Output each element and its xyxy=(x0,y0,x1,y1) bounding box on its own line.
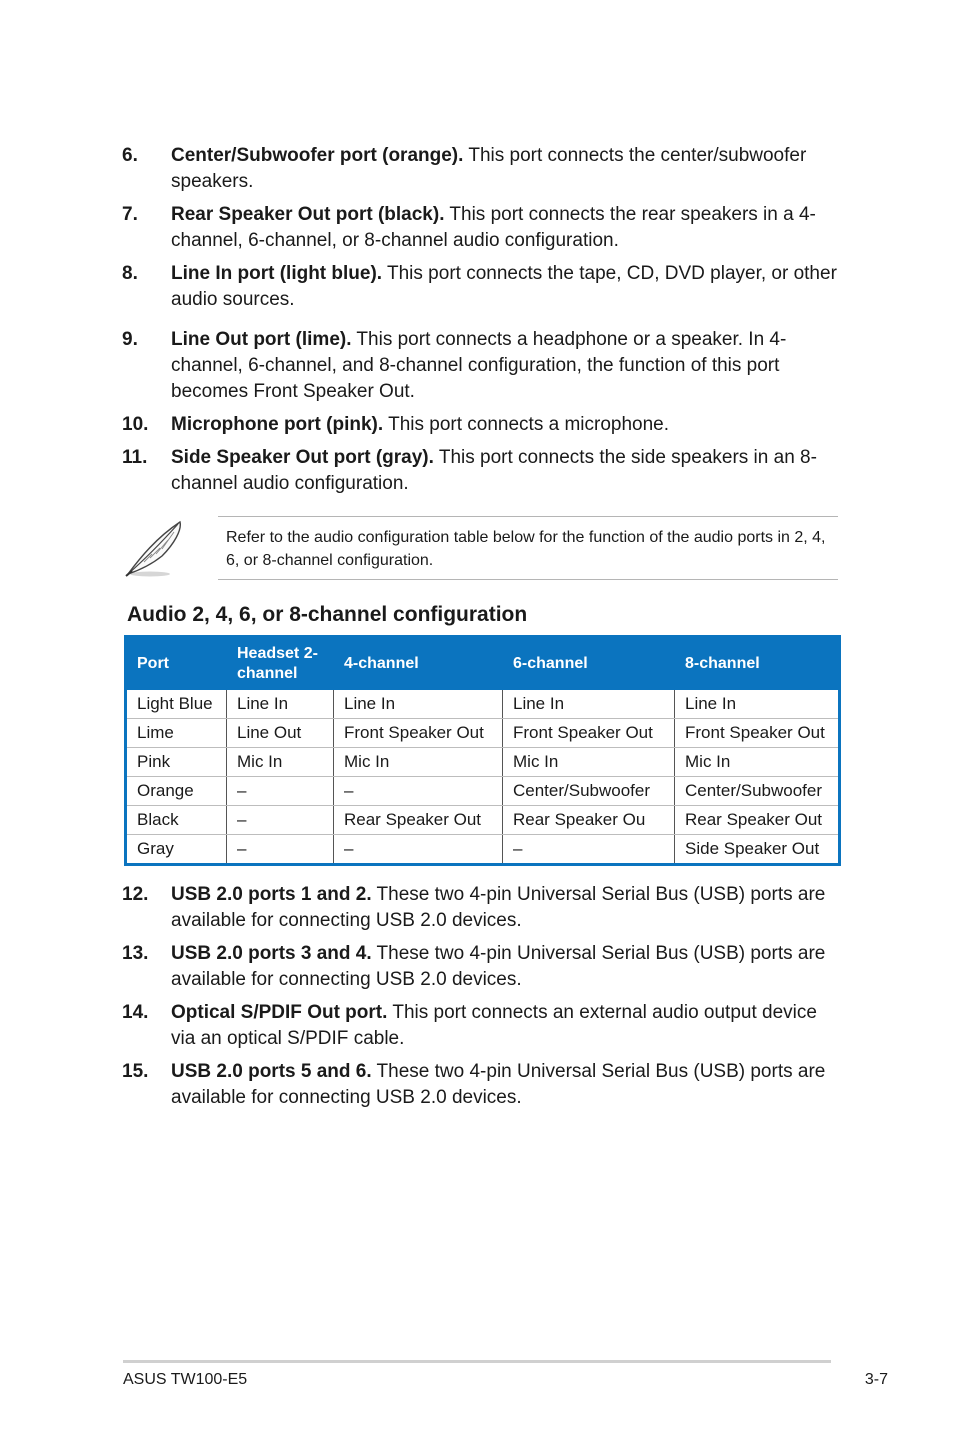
item-number: 14. xyxy=(122,1002,149,1023)
column-header: 4-channel xyxy=(334,637,503,691)
table-cell: Center/Subwoofer xyxy=(675,777,840,806)
item-number: 8. xyxy=(122,263,138,284)
column-header: 6-channel xyxy=(503,637,675,691)
list-item xyxy=(122,941,838,993)
table-cell: Orange xyxy=(126,777,227,806)
table-cell: – xyxy=(503,835,675,865)
table-cell: Side Speaker Out xyxy=(685,839,820,858)
table-cell: – xyxy=(334,835,503,865)
item-number: 9. xyxy=(122,329,138,350)
item-number: 15. xyxy=(122,1061,149,1082)
table-cell: – xyxy=(227,835,334,865)
list-item xyxy=(122,412,838,438)
item-text: This port connects the rear speakers in a 4-channel, 6-channel, or 8-channel audio configuration. xyxy=(171,204,816,251)
table-row xyxy=(126,806,840,835)
footer-divider xyxy=(123,1360,831,1363)
table-cell: Mic In xyxy=(227,748,334,777)
item-text: This port connects a headphone or a speaker. In 4-channel, 6-channel, and 8-channel configuration, the function of this port becomes Front Speaker Out. xyxy=(171,329,787,402)
table-cell: Mic In xyxy=(334,748,503,777)
table-cell: Rear Speaker Ou xyxy=(503,806,675,835)
list-item xyxy=(122,1059,838,1111)
table-cell: Front Speaker Out xyxy=(675,719,840,748)
port-list-a xyxy=(122,143,838,504)
table-cell: Line Out xyxy=(227,719,334,748)
item-text: This port connects the tape, CD, DVD player, or other audio sources. xyxy=(171,263,837,310)
item-number: 11. xyxy=(122,447,148,468)
table-cell: Mic In xyxy=(503,748,675,777)
table-cell: Center/Subwoofer xyxy=(503,777,675,806)
list-item xyxy=(122,1000,838,1052)
note-text: Refer to the audio configuration table below for the function of the audio ports in 2, 4, 6, or 8-channel configuration. xyxy=(218,516,838,580)
item-title: USB 2.0 ports 3 and 4. xyxy=(171,943,372,964)
item-number: 12. xyxy=(122,884,149,905)
table-row xyxy=(126,748,840,777)
item-title: Microphone port (pink). xyxy=(171,414,384,435)
port-list-b xyxy=(122,882,838,1118)
footer-product: ASUS TW100-E5 xyxy=(123,1371,248,1388)
table-cell: Lime xyxy=(126,719,227,748)
table-cell: Light Blue xyxy=(126,690,227,719)
section-title: Audio 2, 4, 6, or 8-channel configuration xyxy=(127,603,528,626)
item-text: These two 4-pin Universal Serial Bus (USB) ports are available for connecting USB 2.0 devices. xyxy=(171,1061,826,1108)
table-cell: Gray xyxy=(126,835,227,865)
table-row xyxy=(126,719,840,748)
table-row xyxy=(126,835,840,865)
list-item xyxy=(122,261,838,313)
table-cell: Line In xyxy=(334,690,503,719)
item-title: USB 2.0 ports 1 and 2. xyxy=(171,884,372,905)
item-text: This port connects an external audio output device via an optical S/PDIF cable. xyxy=(171,1002,817,1049)
column-header: Headset 2-channel xyxy=(227,637,334,691)
item-number: 13. xyxy=(122,943,149,964)
item-title: USB 2.0 ports 5 and 6. xyxy=(171,1061,372,1082)
item-title: Rear Speaker Out port (black). xyxy=(171,204,445,225)
item-number: 6. xyxy=(122,145,138,166)
item-title: Center/Subwoofer port (orange). xyxy=(171,145,464,166)
table-row xyxy=(126,777,840,806)
item-title: Optical S/PDIF Out port. xyxy=(171,1002,388,1023)
table-cell: – xyxy=(227,777,334,806)
item-number: 7. xyxy=(122,204,138,225)
item-text: These two 4-pin Universal Serial Bus (USB) ports are available for connecting USB 2.0 devices. xyxy=(171,884,826,931)
table-cell: Front Speaker Out xyxy=(334,719,503,748)
table-cell: Line In xyxy=(675,690,840,719)
feather-pen-icon xyxy=(122,516,186,580)
table-cell: – xyxy=(334,777,503,806)
list-item xyxy=(122,882,838,934)
table-cell: – xyxy=(227,806,334,835)
list-item xyxy=(122,445,838,497)
column-header: 8-channel xyxy=(675,637,840,691)
note-callout xyxy=(122,516,838,580)
table-cell: Black xyxy=(126,806,227,835)
table-cell: Pink xyxy=(126,748,227,777)
item-title: Line Out port (lime). xyxy=(171,329,352,350)
table-cell: Front Speaker Out xyxy=(503,719,675,748)
audio-config-table xyxy=(124,635,841,866)
table-cell: Line In xyxy=(503,690,675,719)
item-number: 10. xyxy=(122,414,149,435)
item-title: Side Speaker Out port (gray). xyxy=(171,447,434,468)
table-cell: Rear Speaker Out xyxy=(334,806,503,835)
list-item xyxy=(122,202,838,254)
table-cell: Mic In xyxy=(675,748,840,777)
item-text: This port connects the side speakers in an 8-channel audio configuration. xyxy=(171,447,817,494)
item-text: This port connects the center/subwoofer speakers. xyxy=(171,145,807,192)
item-text: This port connects a microphone. xyxy=(383,414,670,435)
list-item xyxy=(122,327,838,405)
table-cell: Rear Speaker Out xyxy=(675,806,840,835)
page-number: 3-7 xyxy=(864,1371,888,1388)
list-item xyxy=(122,143,838,195)
column-header: Port xyxy=(126,637,227,691)
table-header-row xyxy=(126,637,840,691)
item-title: Line In port (light blue). xyxy=(171,263,383,284)
item-text: These two 4-pin Universal Serial Bus (USB) ports are available for connecting USB 2.0 devices. xyxy=(171,943,826,990)
table-row xyxy=(126,690,840,719)
table-cell: Line In xyxy=(227,690,334,719)
